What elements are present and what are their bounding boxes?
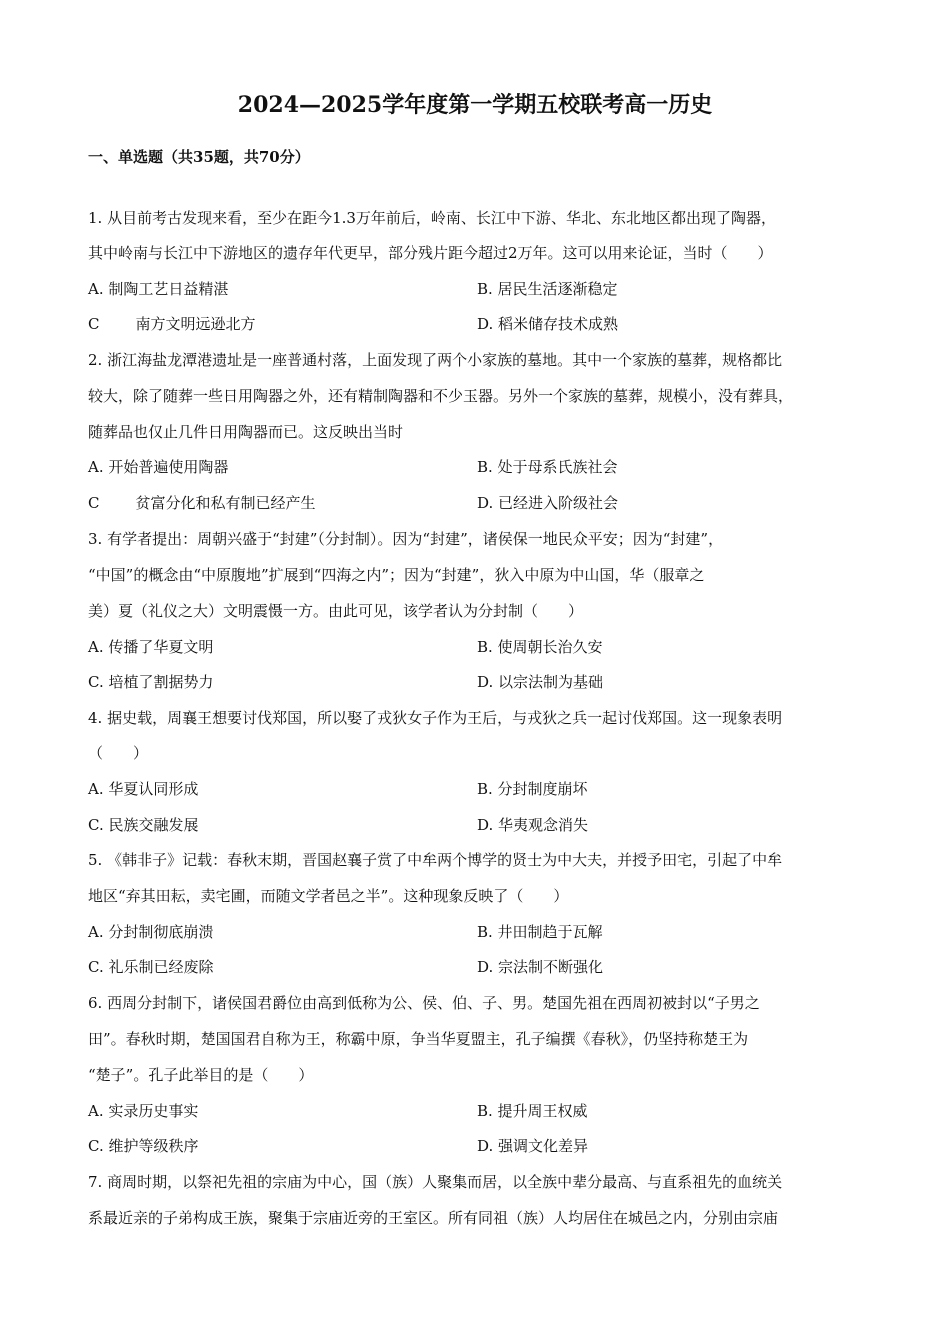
question-4-option-b: B. 分封制度崩坏 [477,780,588,798]
question-6-line-2: 田”。春秋时期，楚国国君自称为王，称霸中原，争当华夏盟主，孔子编撰《春秋》，仍坚持称楚王为 [88,1030,749,1048]
question-1-option-d: D. 稻米储存技术成熟 [477,315,619,333]
question-3-option-a: A. 传播了华夏文明 [88,638,214,656]
question-2-option-a: A. 开始普遍使用陶器 [88,458,229,476]
question-2-line-3: 随葬品也仅止几件日用陶器而已。这反映出当时 [88,423,404,441]
question-5-option-a: A. 分封制彻底崩溃 [88,923,214,941]
question-1-option-b: B. 居民生活逐渐稳定 [477,280,618,298]
question-1-option-c [88,312,256,336]
option-c-text: 南方文明远逊北方 [135,315,256,333]
question-3-line-3: 美）夏（礼仪之大）文明震慑一方。由此可见，该学者认为分封制（ ） [88,602,584,620]
question-2-line-2: 较大，除了随葬一些日用陶器之外，还有精制陶器和不少玉器。另外一个家族的墓葬，规模小，没有葬具， [88,387,794,405]
question-1-line-2: 其中岭南与长江中下游地区的遗存年代更早，部分残片距今超过2万年。这可以用来论证，当时（ ） [88,244,773,262]
section-heading: 一、单选题（共35题，共70分） [88,148,310,166]
question-3-option-c: C. 培植了割据势力 [88,673,214,691]
question-6-line-1: 6. 西周分封制下，诸侯国君爵位由高到低称为公、侯、伯、子、男。楚国先祖在西周初被封以“子男之 [88,994,760,1012]
question-6-line-3: “楚子”。孔子此举目的是（ ） [88,1066,314,1084]
question-5-option-d: D. 宗法制不断强化 [477,958,604,976]
question-3-option-b: B. 使周朝长治久安 [477,638,603,656]
question-6-option-c: C. 维护等级秩序 [88,1137,199,1155]
question-3-option-d: D. 以宗法制为基础 [477,673,604,691]
question-5-line-2: 地区“弃其田耘，卖宅圃，而随文学者邑之半”。这种现象反映了（ ） [88,887,569,905]
question-4-line-2: （ ） [88,744,149,762]
question-4-option-c: C. 民族交融发展 [88,816,199,834]
question-2-option-d: D. 已经进入阶级社会 [477,494,619,512]
question-2-line-1: 2. 浙江海盐龙潭港遗址是一座普通村落，上面发现了两个小家族的墓地。其中一个家族的墓葬，规格都比 [88,351,783,369]
question-1-option-a: A. 制陶工艺日益精湛 [88,280,229,298]
question-5-option-c: C. 礼乐制已经废除 [88,958,214,976]
question-2-option-b: B. 处于母系氏族社会 [477,458,618,476]
option-c-text: 贫富分化和私有制已经产生 [135,494,316,512]
question-5-line-1: 5. 《韩非子》记载：春秋末期，晋国赵襄子赏了中牟两个博学的贤士为中大夫，并授予田宅，引起了中牟 [88,851,783,869]
question-7-line-1: 7. 商周时期，以祭祀先祖的宗庙为中心，国（族）人聚集而居，以全族中辈分最高、与直系祖先的血统关 [88,1173,783,1191]
question-3-line-2: “中国”的概念由“中原腹地”扩展到“四海之内”；因为“封建”，狄入中原为中山国，华（服章之 [88,566,705,584]
option-c-letter: C [88,494,100,512]
option-c-letter: C [88,315,100,333]
question-6-option-a: A. 实录历史事实 [88,1102,199,1120]
question-1-line-1: 1. 从目前考古发现来看，至少在距今1.3万年前后，岭南、长江中下游、华北、东北地区都出现了陶器， [88,209,776,227]
question-2-option-c [88,491,316,515]
question-7-line-2: 系最近亲的子弟构成王族，聚集于宗庙近旁的王室区。所有同祖（族）人均居住在城邑之内，分别由宗庙 [88,1209,779,1227]
page-title: 2024—2025学年度第一学期五校联考高一历史 [237,92,713,118]
question-5-option-b: B. 井田制趋于瓦解 [477,923,603,941]
question-4-option-d: D. 华夷观念消失 [477,816,589,834]
question-4-option-a: A. 华夏认同形成 [88,780,199,798]
question-4-line-1: 4. 据史载，周襄王想要讨伐郑国，所以娶了戎狄女子作为王后，与戎狄之兵一起讨伐郑国。这一现象表明 [88,709,783,727]
question-6-option-b: B. 提升周王权威 [477,1102,588,1120]
question-3-line-1: 3. 有学者提出：周朝兴盛于“封建”（分封制）。因为“封建”，诸侯保一地民众平安；因为“封建”， [88,530,724,548]
question-6-option-d: D. 强调文化差异 [477,1137,589,1155]
